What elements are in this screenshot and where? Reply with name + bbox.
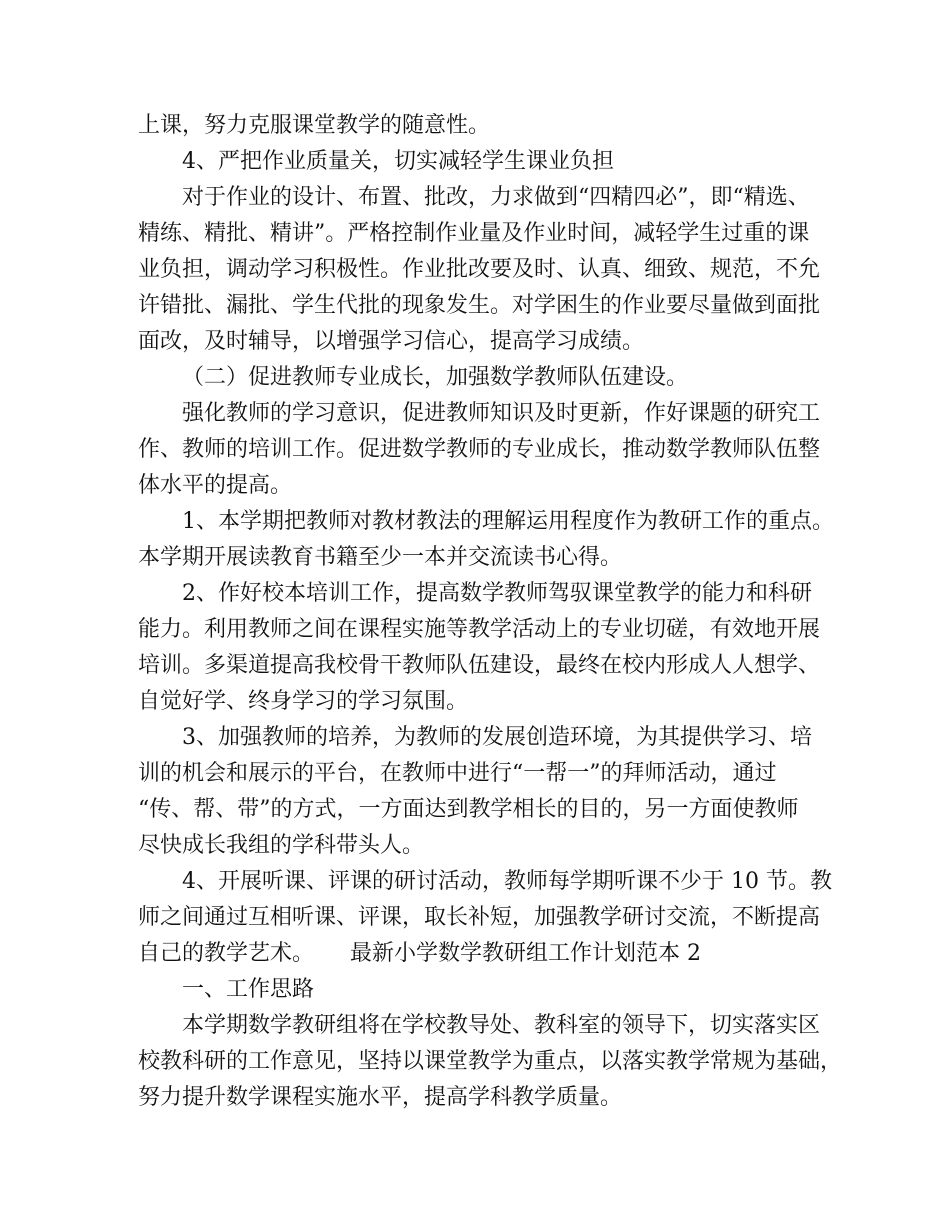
line-text: 自己的教学艺术。 (138, 941, 315, 966)
text-line: 训的机会和展示的平台，在教师中进行“一帮一”的拜师活动，通过 (138, 761, 777, 786)
text-line: 面改，及时辅导，以增强学习信心，提高学习成绩。 (138, 329, 645, 354)
mixed-line (138, 936, 818, 972)
text-line: 校教科研的工作意见，坚持以课堂教学为重点，以落实教学常规为基础， (138, 1049, 843, 1074)
text-line: 师之间通过互相听课、评课，取长补短，加强教学研讨交流，不断提高 (138, 905, 821, 930)
text-line: 强化教师的学习意识，促进教师知识及时更新，作好课题的研究工 (182, 401, 821, 426)
document-body (138, 108, 843, 1116)
text-line: 能力。利用教师之间在课程实施等教学活动上的专业切磋，有效地开展 (138, 617, 821, 642)
text-line: 自觉好学、终身学习的学习氛围。 (138, 689, 469, 714)
text-line: 2、作好校本培训工作，提高数学教师驾驭课堂教学的能力和科研 (182, 581, 812, 606)
text-line: 本学期开展读教育书籍至少一本并交流读书心得。 (138, 545, 623, 570)
text-line: 体水平的提高。 (138, 473, 293, 498)
text-line: 一、工作思路 (182, 977, 315, 1002)
text-line: 本学期数学教研组将在学校教导处、教科室的领导下，切实落实区 (182, 1013, 821, 1038)
text-line: 业负担，调动学习积极性。作业批改要及时、认真、细致、规范，不允 (138, 257, 821, 282)
text-line: 努力提升数学课程实施水平，提高学科教学质量。 (138, 1085, 623, 1110)
text-line: 培训。多渠道提高我校骨干教师队伍建设，最终在校内形成人人想学、 (138, 653, 821, 678)
text-line: 3、加强教师的培养，为教师的发展创造环境，为其提供学习、培 (182, 725, 812, 750)
text-line: 精练、精批、精讲”。严格控制作业量及作业时间，减轻学生过重的课 (138, 221, 810, 246)
section-heading: 最新小学数学教研组工作计划范本 2 (350, 941, 702, 966)
text-line: “传、帮、带”的方式，一方面达到教学相长的目的，另一方面使教师 (138, 797, 799, 822)
text-line: 对于作业的设计、布置、批改，力求做到“四精四必”，即“精选、 (182, 185, 810, 210)
text-line: 1、本学期把教师对教材教法的理解运用程度作为教研工作的重点。 (182, 509, 834, 534)
text-line: 尽快成长我组的学科带头人。 (138, 833, 425, 858)
paragraph-block-after (138, 972, 843, 1116)
text-line: （二）促进教师专业成长，加强数学教师队伍建设。 (182, 365, 689, 390)
paragraph-block-before (138, 108, 834, 936)
text-line: 许错批、漏批、学生代批的现象发生。对学困生的作业要尽量做到面批 (138, 293, 821, 318)
text-line: 作、教师的培训工作。促进数学教师的专业成长，推动数学教师队伍整 (138, 437, 821, 462)
text-line: 上课，努力克服课堂教学的随意性。 (138, 113, 491, 138)
text-line: 4、开展听课、评课的研讨活动，教师每学期听课不少于 10 节。教 (182, 869, 832, 894)
text-line: 4、严把作业质量关，切实减轻学生课业负担 (182, 149, 614, 174)
